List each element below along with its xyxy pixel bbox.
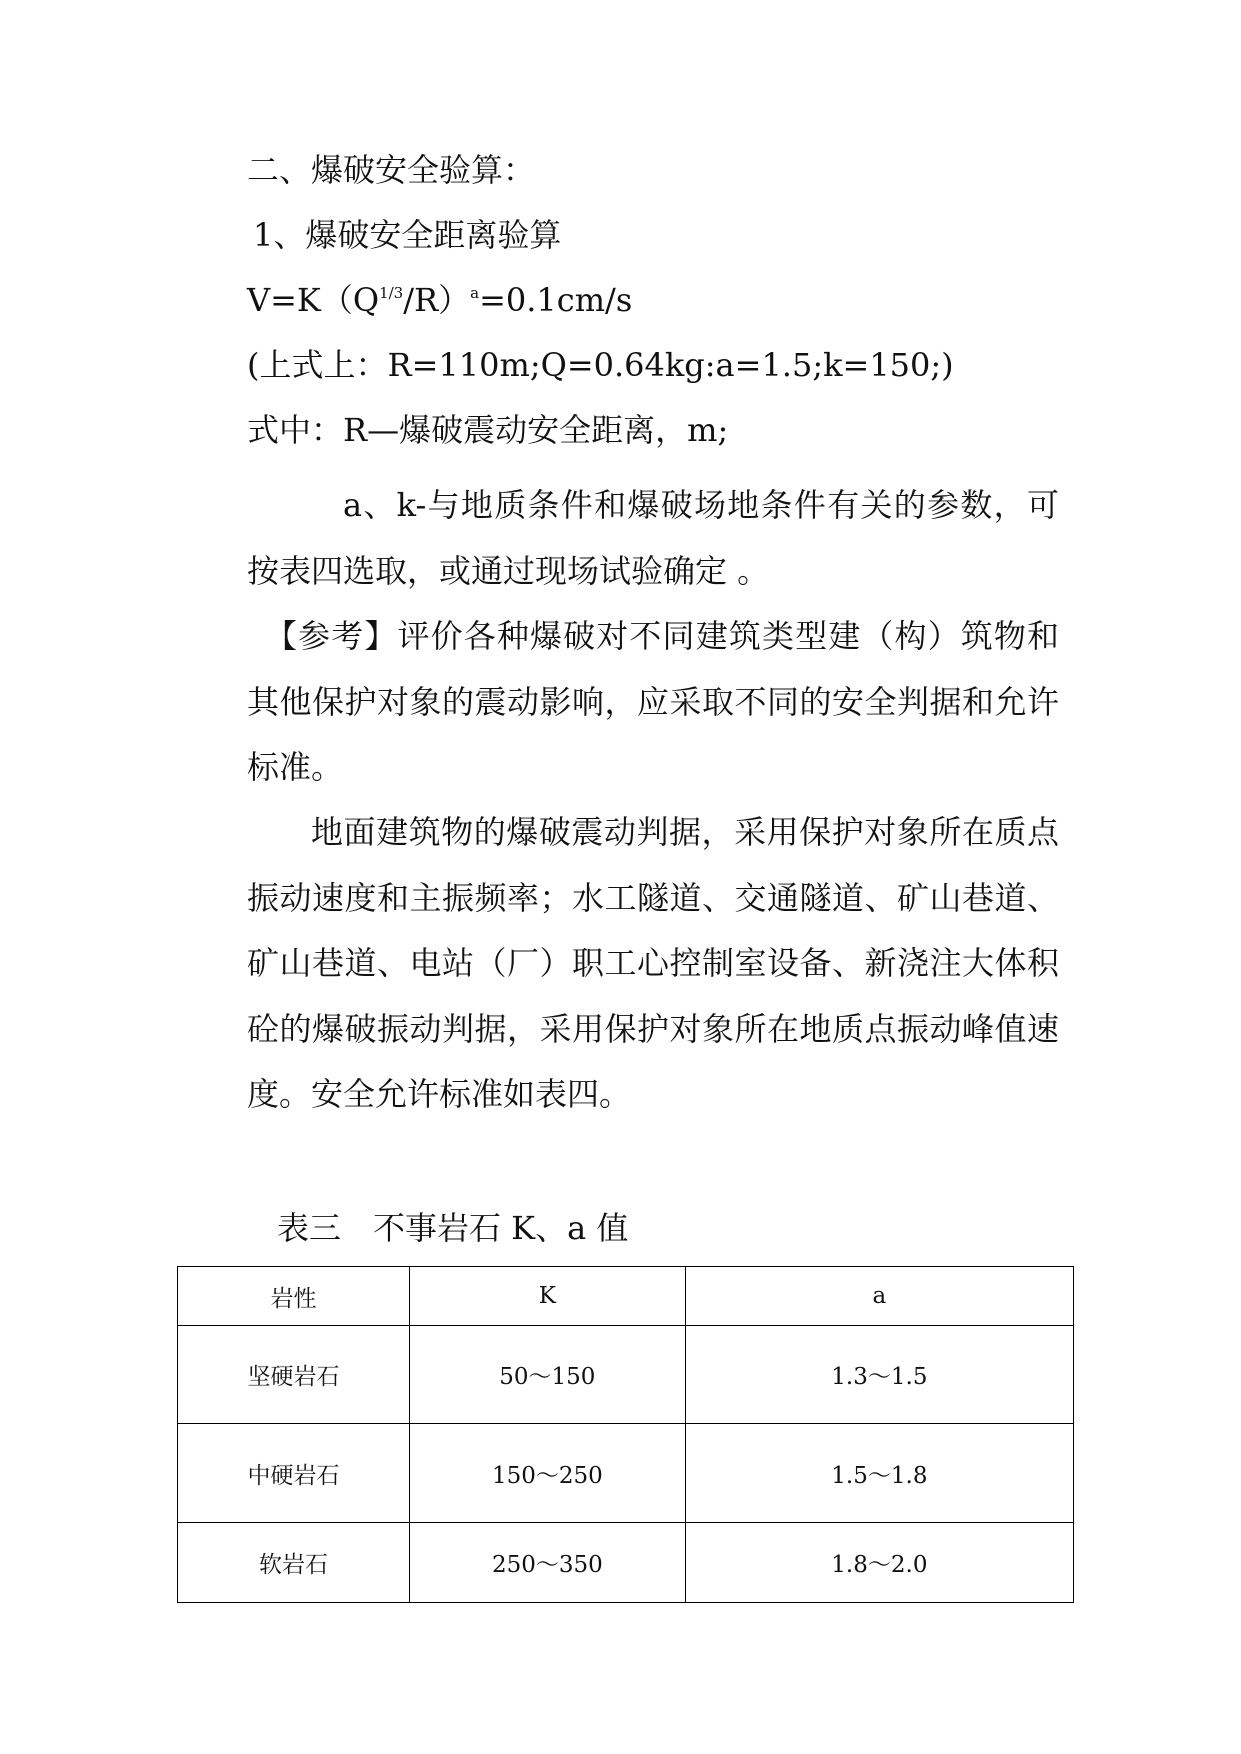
parameters-line: (上式上：R=110m;Q=0.64kg:a=1.5;k=150;) (247, 346, 954, 384)
table-cell: 150～250 (409, 1424, 685, 1523)
table-header-row (178, 1267, 1074, 1326)
table-cell: 1.8～2.0 (685, 1523, 1073, 1603)
formula-prefix: V=K（Q (247, 281, 380, 319)
formula (247, 280, 1067, 320)
header-a: a (685, 1267, 1073, 1326)
table-cell: 250～350 (409, 1523, 685, 1603)
table-cell: 50～150 (409, 1326, 685, 1424)
table-cell: 1.3～1.5 (685, 1326, 1073, 1424)
header-rock-type: 岩性 (178, 1267, 410, 1326)
where-line: 式中：R—爆破震动安全距离，m; (247, 411, 729, 449)
formula-exponent: a (470, 284, 480, 302)
formula-suffix: =0.1cm/s (479, 281, 633, 319)
subsection-title: 1、爆破安全距离验算 (253, 216, 562, 254)
table-row (178, 1523, 1074, 1603)
table-row (178, 1326, 1074, 1424)
table-cell: 中硬岩石 (178, 1424, 410, 1523)
header-k: K (409, 1267, 685, 1326)
table-cell: 1.5～1.8 (685, 1424, 1073, 1523)
paragraph-ground: 地面建筑物的爆破震动判据，采用保护对象所在质点振动速度和主振频率；水工隧道、交通隧道、矿山巷道、矿山巷道、电站（厂）职工心控制室设备、新浇注大体积砼的爆破振动判据，采用保护对象所在地质点振动峰值速度。安全允许标准如表四。 (247, 813, 1059, 1113)
paragraph-reference: 【参考】评价各种爆破对不同建筑类型建（构）筑物和其他保护对象的震动影响，应采取不同的安全判据和允许标准。 (247, 617, 1059, 786)
formula-middle: /R） (403, 281, 471, 319)
table-cell: 坚硬岩石 (178, 1326, 410, 1424)
formula-superscript: 1/3 (379, 284, 404, 302)
paragraph-ak: a、k-与地质条件和爆破场地条件有关的参数，可按表四选取，或通过现场试验确定 。 (247, 486, 1059, 590)
table-row (178, 1424, 1074, 1523)
table-caption: 表三 不事岩石 K、a 值 (277, 1209, 629, 1247)
table-cell: 软岩石 (178, 1523, 410, 1603)
section-title: 二、爆破安全验算： (247, 151, 536, 189)
rock-parameters-table (177, 1266, 1074, 1603)
